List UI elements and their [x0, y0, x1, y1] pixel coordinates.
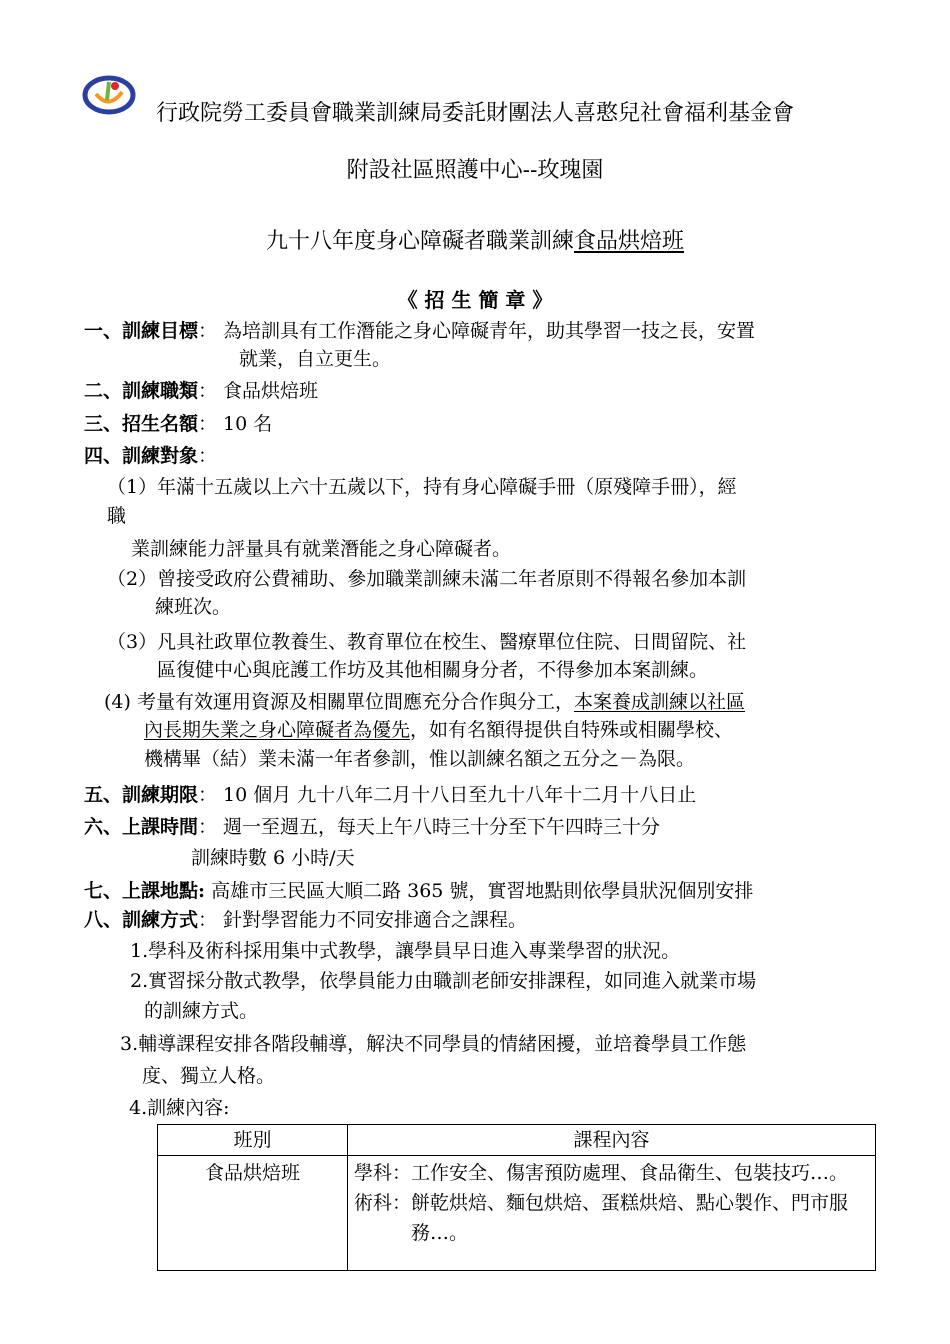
s4-item4-line1: (4) 考量有效運用資源及相關單位間應充分合作與分工，本案養成訓練以社區	[104, 691, 745, 713]
header-line1: 行政院勞工委員會職業訓練局委託財團法人喜憨兒社會福利基金會	[155, 101, 794, 126]
training-content-table	[157, 1124, 876, 1271]
s4-item4-line3: 機構畢（結）業未滿一年者參訓，惟以訓練名額之五分之－為限。	[144, 748, 696, 770]
s4-item2-line1: （2）曾接受政府公費補助、參加職業訓練未滿二年者原則不得報名參加本訓	[107, 568, 747, 590]
s4-item2-line2: 練班次。	[155, 596, 232, 618]
section-7: 七、上課地點: 高雄市三民區大順二路 365 號，實習地點則依學員狀況個別安排	[84, 880, 754, 902]
s4-item4-line2: 內長期失業之身心障礙者為優先，如有名額得提供自特殊或相關學校、	[144, 719, 734, 741]
section-8: 八、訓練方式： 針對學習能力不同安排適合之課程。	[84, 909, 528, 931]
table-header-row	[158, 1125, 876, 1156]
s4-item1-line2: 職	[107, 505, 127, 527]
s4-item1-line3: 業訓練能力評量具有就業潛能之身心障礙者。	[131, 538, 512, 560]
s8-item4: 4.訓練內容:	[129, 1097, 230, 1119]
table-header-class: 班別	[158, 1125, 348, 1156]
section-6-cont: 訓練時數 6 小時/天	[191, 847, 355, 869]
section-6: 六、上課時間： 週一至週五，每天上午八時三十分至下午四時三十分	[84, 816, 661, 838]
s8-item3-line2: 度、獨立人格。	[142, 1065, 276, 1087]
section-3: 三、招生名額： 10 名	[84, 413, 273, 435]
s8-item3-line1: 3.輔導課程安排各階段輔導，解決不同學員的情緒困擾，並培養學員工作態	[120, 1033, 747, 1055]
section-5: 五、訓練期限： 10 個月 九十八年二月十八日至九十八年十二月十八日止	[84, 784, 697, 806]
practical-subjects: 術科： 餅乾烘焙、麵包烘焙、蛋糕烘焙、點心製作、門市服務…。	[354, 1192, 849, 1244]
table-cell-class-name: 食品烘焙班	[158, 1156, 348, 1271]
s8-item2-line2: 的訓練方式。	[144, 1000, 259, 1022]
header-line2: 附設社區照護中心--玫瑰園	[346, 158, 604, 183]
course-prefix: 九十八年度身心障礙者職業訓練	[265, 229, 574, 254]
course-title	[0, 231, 950, 253]
table-header-content: 課程內容	[348, 1125, 876, 1156]
s4-item3-line1: （3）凡具社政單位教養生、教育單位在校生、醫療單位住院、日間留院、社	[107, 631, 747, 653]
s8-item1: 1.學科及術科採用集中式教學，讓學員早日進入專業學習的狀況。	[130, 940, 681, 962]
academic-subjects: 學科： 工作安全、傷害預防處理、食品衛生、包裝技巧…。	[354, 1162, 849, 1184]
brochure-title: 《 招 生 簡 章 》	[397, 288, 553, 312]
section-1: 一、訓練目標： 為培訓具有工作潛能之身心障礙青年，助其學習一技之長，安置	[84, 320, 756, 342]
section-1-cont: 就業，自立更生。	[239, 348, 392, 370]
s8-item2-line1: 2.實習採分散式教學，依學員能力由職訓老師安排課程，如同進入就業市場	[130, 970, 757, 992]
section-2: 二、訓練職類： 食品烘焙班	[84, 380, 319, 402]
table-cell-content	[348, 1156, 876, 1271]
course-name: 食品烘焙班	[574, 229, 685, 254]
section-4: 四、訓練對象：	[84, 445, 218, 467]
table-row	[158, 1156, 876, 1271]
s4-item3-line2: 區復健中心與庇護工作坊及其他相關身分者，不得參加本案訓練。	[157, 659, 709, 681]
s4-item1-line1: （1）年滿十五歲以上六十五歲以下，持有身心障礙手冊（原殘障手冊），經	[107, 476, 737, 498]
